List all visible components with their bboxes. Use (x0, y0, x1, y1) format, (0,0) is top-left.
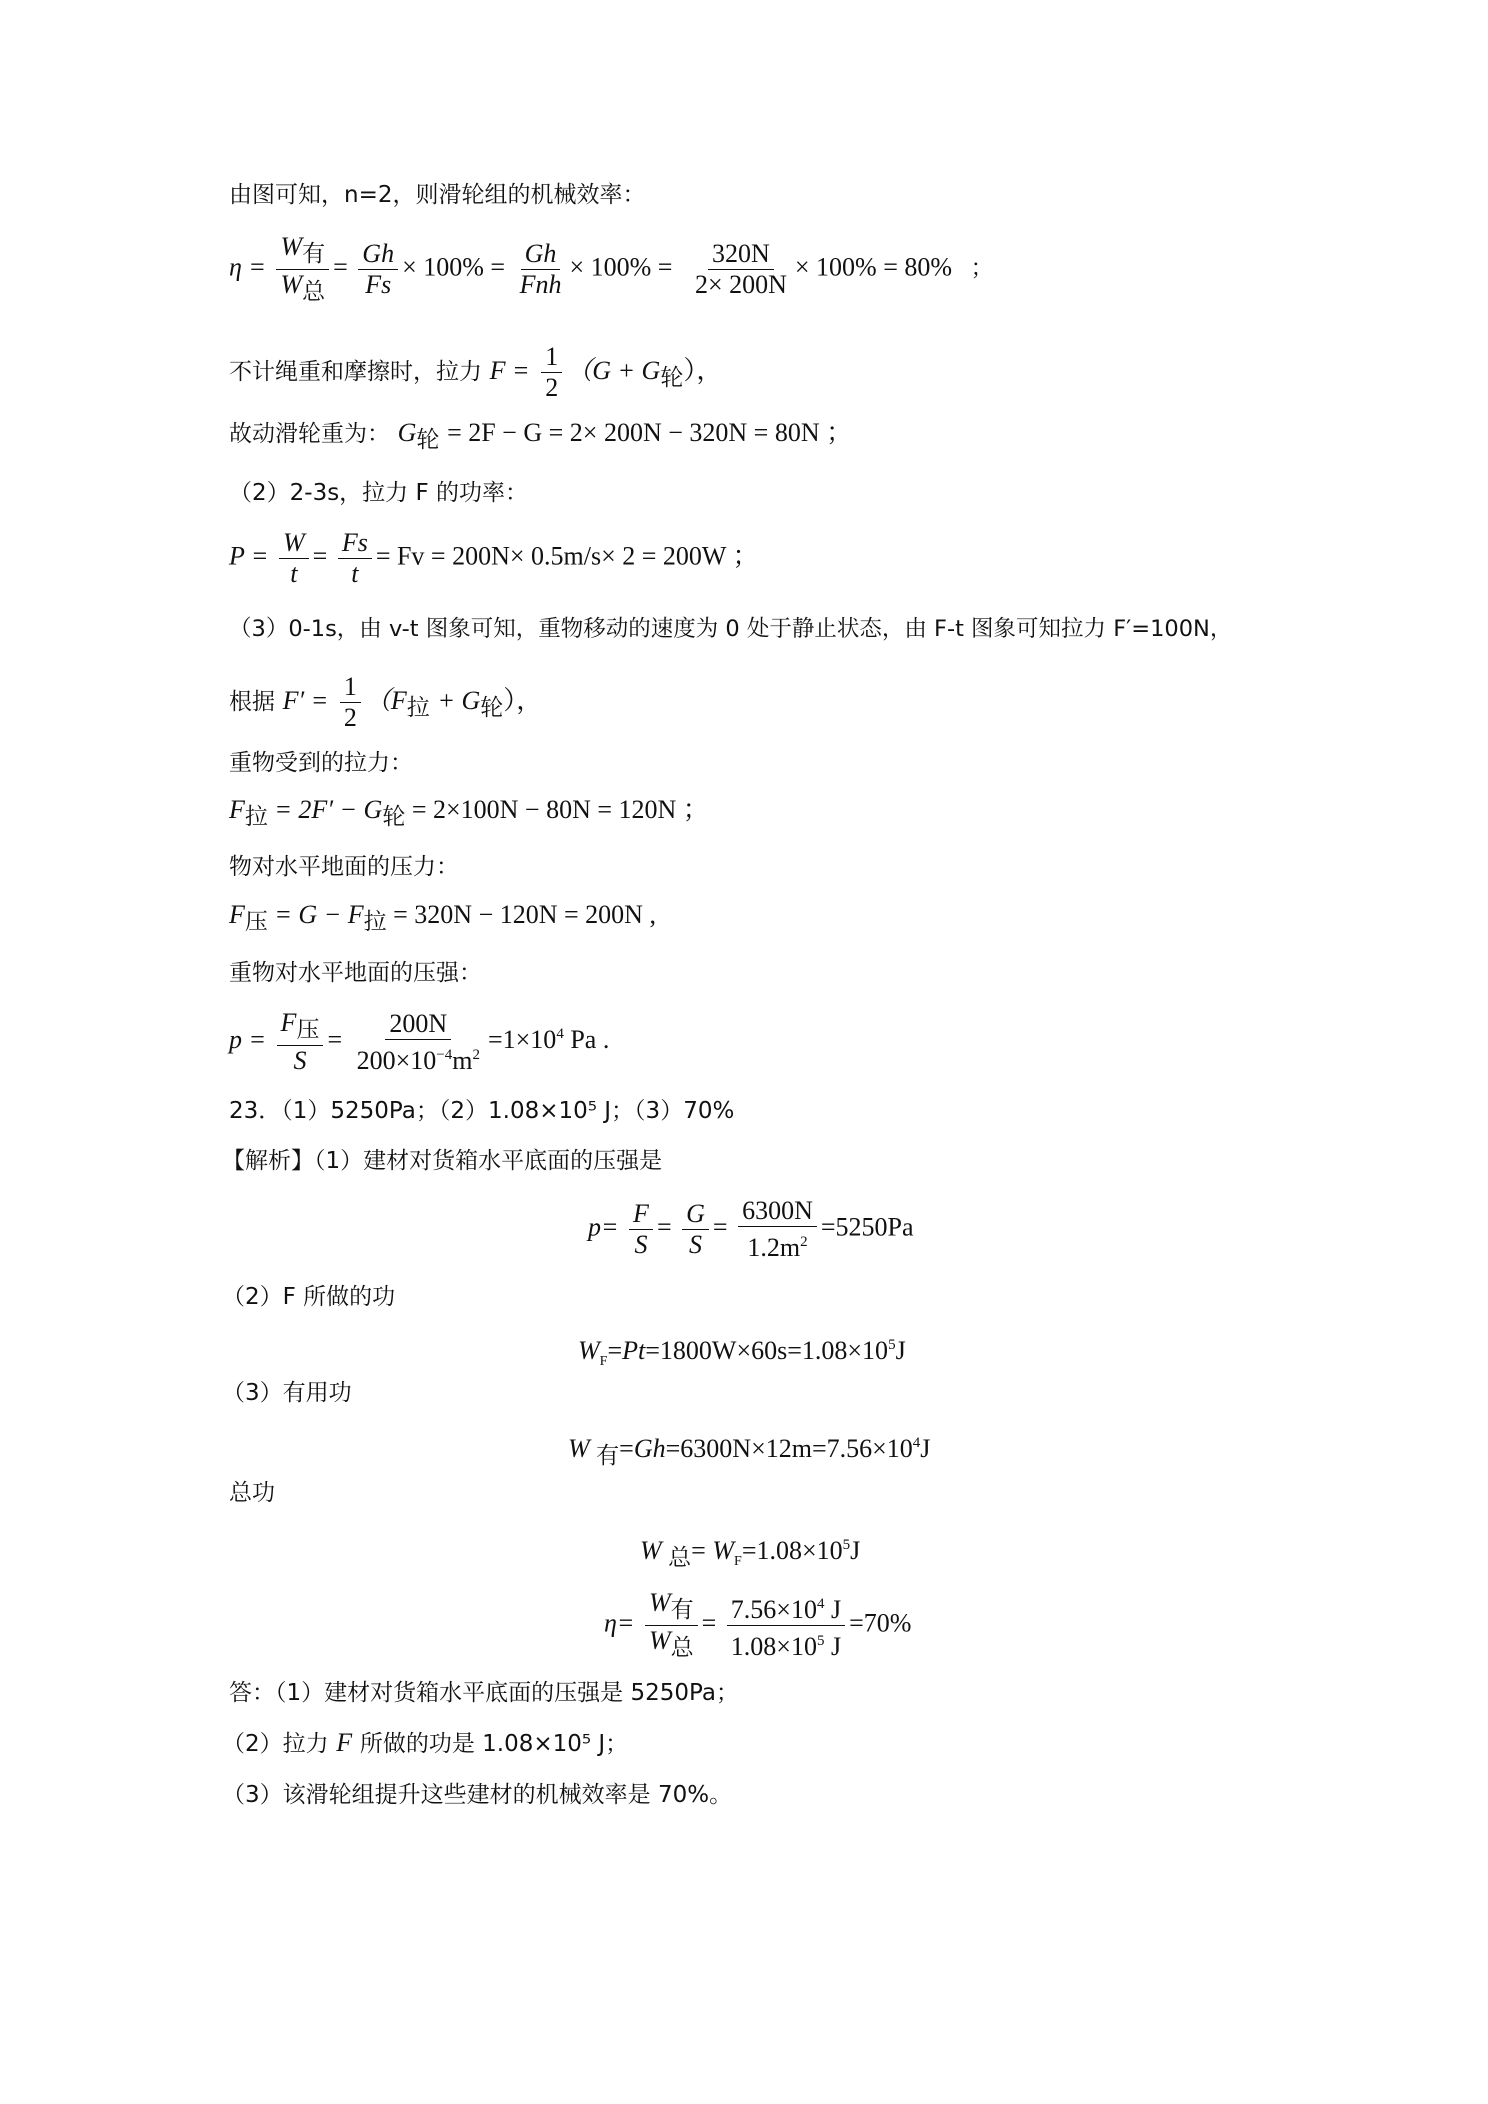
eq-token: =1×10 (487, 1024, 557, 1054)
fraction (276, 232, 329, 307)
eq-token: Fs (338, 528, 372, 559)
eq-token: J (824, 1632, 842, 1661)
eq-token: ）， (503, 686, 543, 715)
fraction (340, 672, 361, 733)
eq-token: =1800W×60s=1.08×10 (645, 1336, 889, 1365)
eq-token: W (640, 1536, 662, 1565)
eq-token: 2 (472, 1046, 480, 1063)
eq-token: （2）拉力 (222, 1731, 329, 1757)
eq-token: 有 (596, 1443, 620, 1469)
equation-pulley-weight (229, 418, 852, 455)
text-line: 总功 (229, 1480, 275, 1506)
text-line: （2）F 所做的功 (222, 1284, 396, 1310)
eq-token: Gh (358, 239, 398, 270)
eq-token: 200×10 (356, 1045, 437, 1075)
eq-token: Fs (365, 270, 392, 299)
eq-token: p= (588, 1212, 619, 1242)
text-line: 由图可知，n=2，则滑轮组的机械效率： (229, 182, 646, 208)
text-line: （3）0-1s，由 v-t 图象可知，重物移动的速度为 0 处于静止状态，由 F-t 图象可知拉力 F′=100N， (229, 616, 1233, 642)
equation-power: P = $\frac{W}{t}$ = $\frac{Fs}{t}$ = Fv = 200N× 0.5m/s× 2 = 200W ； (229, 528, 759, 588)
eq-token: F (229, 900, 245, 929)
equation-pressure-2: p= $\frac{F}{S}$ = $\frac{G}{S}$ = $\frac{6300N}{1.2m^2}$ =5250Pa (588, 1196, 914, 1262)
text-line: 重物受到的拉力： (229, 750, 413, 776)
equation-efficiency: η = $\frac{\text{W有}}{\text{W总}}$ = $\frac{Gh}{Fs}$ × 100% = $\frac{Gh}{\text{Fnh}}$ × 100% = $\frac{320N}{2\times 200N}$ × 100% = 80% ； (229, 232, 994, 305)
eq-token: 2 (545, 373, 559, 402)
eq-token: −4 (436, 1046, 453, 1063)
eq-token: J (895, 1336, 906, 1365)
eq-token: F (599, 1354, 608, 1369)
eq-token: F (734, 1554, 742, 1569)
text-line: 物对水平地面的压力： (229, 854, 459, 880)
eq-token: （F (364, 686, 407, 715)
fraction (691, 239, 791, 300)
eq-token: J (850, 1536, 861, 1565)
eq-token: 1 (340, 672, 361, 703)
equation-work-f: $W_F=Pt=1800W\times 60s=1.08\times 10^5J$ (578, 1336, 906, 1369)
eq-token: W (568, 1434, 590, 1463)
eq-token: m (452, 1045, 473, 1075)
text-line: （2）2-3s，拉力 F 的功率： (229, 480, 529, 506)
eq-token: S (293, 1046, 307, 1075)
eq-token: p = (229, 1024, 267, 1054)
eq-token: W (280, 232, 303, 261)
eq-token: 压 (296, 1017, 320, 1043)
eq-token: Pa . (570, 1024, 610, 1054)
eq-token: t (290, 559, 298, 588)
eq-token: 4 (816, 1596, 825, 1612)
eq-token: （G + G (566, 356, 661, 385)
eq-token: = G − F (274, 900, 364, 929)
fraction (629, 1199, 653, 1260)
answer-line: （3）该滑轮组提升这些建材的机械效率是 70%。 (222, 1782, 733, 1808)
eq-token: 5 (888, 1337, 896, 1353)
eq-token: 拉 (406, 695, 430, 721)
fraction (353, 1009, 484, 1076)
fraction (738, 1196, 817, 1263)
eq-token: 轮 (416, 427, 440, 453)
eq-token: F′ = (282, 686, 329, 715)
eq-token: W (712, 1536, 735, 1565)
eq-token: 根据 (229, 689, 275, 715)
eq-token: ）， (683, 356, 723, 385)
eq-token: 轮 (660, 365, 684, 391)
eq-token: 总 (670, 1635, 694, 1661)
eq-token: F (280, 1008, 297, 1037)
eq-token: W (648, 1626, 671, 1655)
eq-token: J (920, 1434, 931, 1463)
equation-fprime (229, 672, 542, 733)
equation-useful-work: W 有$=Gh=6300N\times 12m=7.56\times 10^4J$ (568, 1434, 931, 1469)
eq-token: 总 (668, 1545, 692, 1571)
eq-token: 总 (302, 279, 326, 305)
eq-token: 轮 (382, 804, 406, 830)
eq-token: 压 (244, 909, 268, 935)
eq-token: = 2F′ − G (274, 795, 383, 824)
eq-token: =70% (849, 1608, 912, 1638)
eq-token: 320N (708, 239, 774, 270)
eq-token: F = (489, 356, 530, 385)
equation-total-work (640, 1530, 860, 1577)
eq-token: 1.2m (747, 1233, 801, 1262)
eq-token: 7.56×10 (730, 1595, 817, 1624)
eq-token: Fnh (519, 270, 562, 299)
eq-token: = 2×100N − 80N = 120N ； (411, 795, 709, 824)
eq-token: 有 (670, 1597, 694, 1623)
eq-token: =1.08×10 (741, 1536, 843, 1565)
eq-token: W (578, 1336, 600, 1365)
answer-line (222, 1728, 628, 1759)
eq-token: J (824, 1595, 842, 1624)
text-line: （3）有用功 (222, 1380, 352, 1406)
eq-token: F (336, 1728, 353, 1757)
eq-token: F (629, 1199, 653, 1230)
text-line: 重物对水平地面的压强： (229, 960, 482, 986)
eq-token: 1.08×10 (730, 1632, 817, 1661)
eq-token: η = (229, 252, 266, 282)
eq-token: = (691, 1536, 706, 1565)
eq-token: 有 (302, 241, 326, 267)
fraction (645, 1588, 698, 1663)
eq-token: = Fv = 200N× 0.5m/s× 2 = 200W ； (375, 541, 759, 571)
fraction (338, 528, 372, 589)
eq-token: × 100% = (569, 252, 673, 282)
eq-token: ； (970, 255, 994, 282)
answer-summary: 23．（1）5250Pa；（2）1.08×10⁵ J；（3）70% (229, 1098, 735, 1124)
eq-token: = 2F − G = 2× 200N − 320N = 80N ； (447, 418, 853, 447)
equation-pull-force (229, 342, 722, 403)
eq-token: S (634, 1230, 648, 1259)
eq-token: 故动滑轮重为： (229, 421, 390, 447)
equation-pressure: p = $\frac{\text{F压}}{S}$ = $\frac{200N}{200\times 10^{-4}m^2}$ $=1\times 10^4$ Pa . (229, 1008, 610, 1075)
eq-token: =5250Pa (820, 1212, 914, 1242)
answer-line: 答：（1）建材对货箱水平底面的压强是 5250Pa； (229, 1680, 739, 1706)
eq-token: × 100% = (402, 252, 506, 282)
equation-pressure-force (229, 900, 656, 937)
fraction (277, 1008, 324, 1076)
eq-token: F (229, 795, 245, 824)
equation-pull (229, 795, 709, 832)
eq-token: 200N (385, 1009, 451, 1040)
eq-token: + G (437, 686, 481, 715)
eq-token: G (397, 418, 417, 447)
eq-token: 5 (842, 1537, 851, 1553)
fraction (682, 1199, 709, 1260)
eq-token: 拉 (363, 909, 387, 935)
fraction (727, 1589, 845, 1662)
eq-token: 1 (541, 342, 562, 373)
eq-token: Gh (521, 239, 561, 270)
eq-token: 2 (343, 703, 357, 732)
eq-token: P = (229, 541, 269, 571)
eq-token: 4 (556, 1025, 564, 1042)
eq-token: 2 (800, 1234, 808, 1250)
eq-token: G (682, 1199, 709, 1230)
analysis-heading: 【解析】（1）建材对货箱水平底面的压强是 (222, 1148, 663, 1174)
eq-token: S (689, 1230, 702, 1259)
eq-token: 轮 (480, 695, 504, 721)
equation-efficiency-2: η= $\frac{\text{W有}}{\text{W总}}$ = $\frac{7.56\times 10^4 J}{1.08\times 10^5 J}$ =70% (604, 1588, 912, 1661)
eq-token: 拉 (244, 804, 268, 830)
eq-token: 所做的功是 1.08×10⁵ J； (359, 1731, 629, 1757)
eq-token: =6300N×12m=7.56×10 (665, 1434, 913, 1463)
fraction (516, 239, 566, 300)
eq-token: η= (604, 1608, 635, 1638)
eq-token: Gh (633, 1434, 666, 1463)
fraction (358, 239, 398, 300)
eq-token: 2× 200N (694, 270, 787, 299)
eq-token: 不计绳重和摩擦时，拉力 (229, 359, 482, 385)
eq-token: W (280, 270, 303, 299)
eq-token: W (279, 528, 309, 559)
fraction (279, 528, 309, 589)
eq-token: = 320N − 120N = 200N , (393, 900, 656, 929)
eq-token: 4 (912, 1435, 921, 1451)
eq-token: 6300N (738, 1196, 817, 1227)
eq-token: t (351, 559, 359, 588)
fraction (541, 342, 562, 403)
eq-token: W (648, 1588, 671, 1617)
eq-token: × 100% = 80% (794, 252, 953, 282)
eq-token: 5 (816, 1633, 825, 1649)
